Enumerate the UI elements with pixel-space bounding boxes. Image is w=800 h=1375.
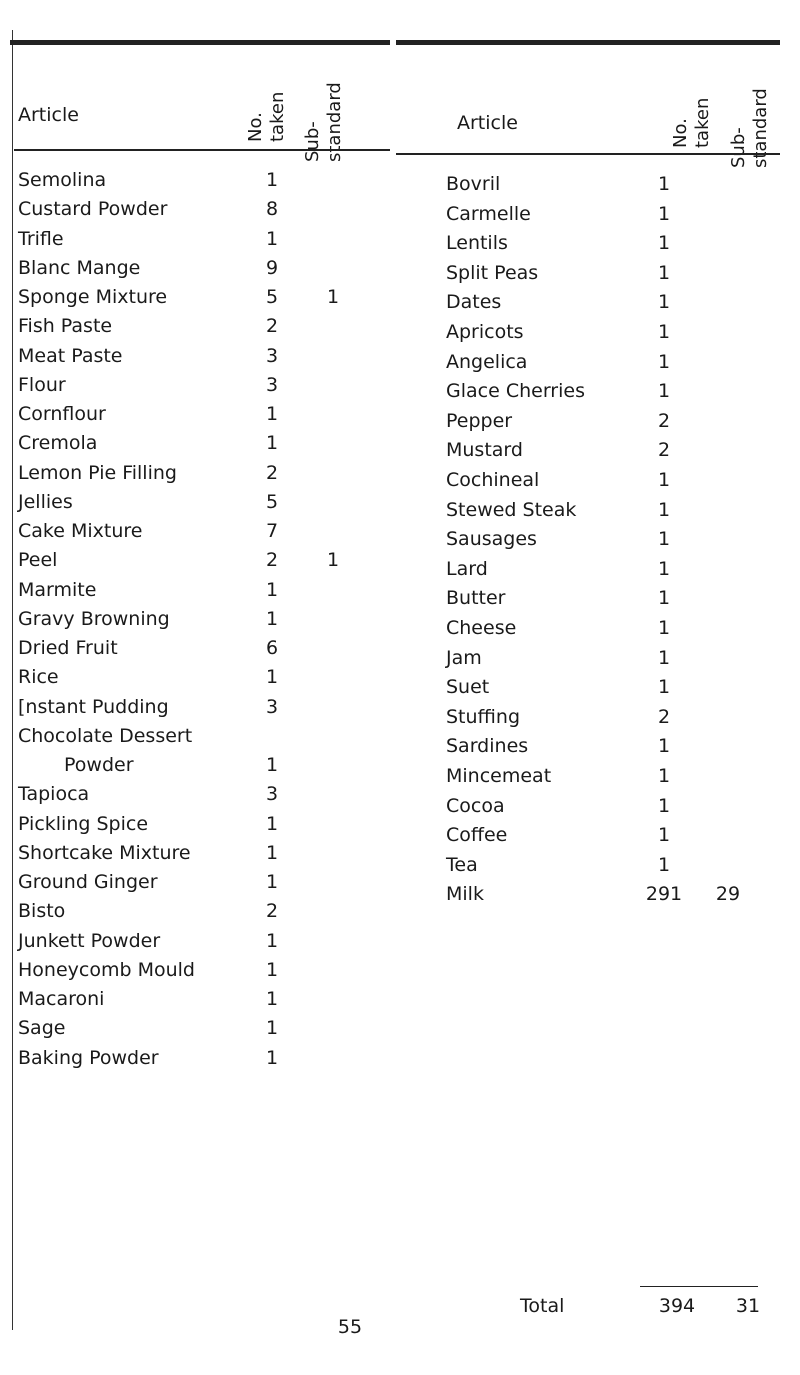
left-row-taken: 2	[265, 549, 279, 571]
left-row-article: Cremola	[18, 432, 98, 454]
left-row-substandard: 1	[326, 286, 340, 308]
top-rule-left	[10, 40, 390, 45]
left-row-taken: 3	[265, 345, 279, 367]
right-row-article: Bovril	[446, 173, 501, 195]
left-row-article: Sage	[18, 1017, 66, 1039]
right-article-header: Article	[457, 112, 518, 134]
left-row-article: Tapioca	[18, 783, 90, 805]
left-row-taken: 1	[265, 608, 279, 630]
right-row-taken: 1	[657, 735, 671, 757]
right-row-article: Jam	[446, 647, 482, 669]
right-row-taken: 1	[657, 795, 671, 817]
right-row-taken: 1	[657, 528, 671, 550]
total-label: Total	[520, 1295, 565, 1317]
left-row-taken: 1	[265, 988, 279, 1010]
right-row-taken: 2	[657, 706, 671, 728]
left-row-taken: 1	[265, 403, 279, 425]
right-row-article: Mincemeat	[446, 765, 552, 787]
right-row-article: Cochineal	[446, 469, 540, 491]
right-row-taken: 1	[657, 854, 671, 876]
right-row-taken: 2	[657, 410, 671, 432]
left-row-article: Meat Paste	[18, 345, 123, 367]
right-row-taken: 1	[657, 676, 671, 698]
left-row-taken: 1	[265, 228, 279, 250]
right-row-article: Mustard	[446, 439, 523, 461]
right-row-taken: 1	[657, 351, 671, 373]
right-row-substandard: 29	[715, 883, 741, 905]
left-row-substandard: 1	[326, 549, 340, 571]
page-number: 55	[337, 1316, 363, 1338]
left-row-taken: 1	[265, 959, 279, 981]
left-row-article: Chocolate Dessert	[18, 725, 193, 747]
total-taken: 394	[658, 1295, 696, 1317]
right-row-taken: 1	[657, 558, 671, 580]
right-row-taken: 1	[657, 499, 671, 521]
right-row-taken: 1	[657, 617, 671, 639]
right-row-article: Glace Cherries	[446, 380, 585, 402]
left-row-article: Blanc Mange	[18, 257, 141, 279]
left-row-article: Semolina	[18, 169, 107, 191]
right-row-article: Cheese	[446, 617, 517, 639]
left-row-article: Lemon Pie Filling	[18, 462, 177, 484]
right-row-article: Dates	[446, 291, 502, 313]
scan-edge-line	[12, 30, 13, 1330]
left-row-article: Pickling Spice	[18, 813, 149, 835]
right-row-taken: 1	[657, 824, 671, 846]
left-row-article: Baking Powder	[18, 1047, 159, 1069]
total-rule	[640, 1286, 758, 1287]
left-row-taken: 5	[265, 286, 279, 308]
right-row-taken: 1	[657, 232, 671, 254]
right-taken-header: No. taken	[670, 97, 713, 148]
left-row-taken: 2	[265, 315, 279, 337]
left-row-taken: 1	[265, 871, 279, 893]
right-row-article: Suet	[446, 676, 490, 698]
left-row-taken: 1	[265, 1047, 279, 1069]
right-row-article: Angelica	[446, 351, 528, 373]
left-row-article: Cornflour	[18, 403, 106, 425]
left-row-article: Sponge Mixture	[18, 286, 168, 308]
right-row-article: Sardines	[446, 735, 529, 757]
right-row-taken: 291	[645, 883, 683, 905]
left-row-article: Dried Fruit	[18, 637, 118, 659]
left-row-taken: 7	[265, 520, 279, 542]
right-row-article: Apricots	[446, 321, 524, 343]
right-row-taken: 1	[657, 587, 671, 609]
left-row-taken: 3	[265, 783, 279, 805]
left-row-article: Macaroni	[18, 988, 105, 1010]
left-row-article: Jellies	[18, 491, 73, 513]
left-row-taken: 1	[265, 754, 279, 776]
left-row-taken: 1	[265, 930, 279, 952]
left-row-article: Powder	[64, 754, 134, 776]
right-row-taken: 1	[657, 262, 671, 284]
left-row-article: Bisto	[18, 900, 66, 922]
left-row-taken: 3	[265, 374, 279, 396]
left-row-taken: 2	[265, 462, 279, 484]
left-row-taken: 5	[265, 491, 279, 513]
total-substandard: 31	[735, 1295, 761, 1317]
right-row-taken: 1	[657, 469, 671, 491]
right-row-article: Lentils	[446, 232, 508, 254]
left-row-taken: 1	[265, 813, 279, 835]
right-substandard-header: Sub- standard	[728, 88, 771, 168]
left-row-article: Trifle	[18, 228, 64, 250]
header-rule-left	[14, 149, 390, 151]
right-row-article: Cocoa	[446, 795, 505, 817]
left-row-article: Fish Paste	[18, 315, 113, 337]
top-rule-right	[396, 40, 780, 45]
left-row-taken: 1	[265, 666, 279, 688]
left-row-taken: 6	[265, 637, 279, 659]
left-row-taken: 1	[265, 579, 279, 601]
right-row-article: Tea	[446, 854, 478, 876]
right-row-article: Sausages	[446, 528, 537, 550]
right-row-article: Stuffing	[446, 706, 521, 728]
left-row-article: [nstant Pudding	[18, 696, 169, 718]
right-row-taken: 1	[657, 647, 671, 669]
right-row-article: Split Peas	[446, 262, 539, 284]
right-row-article: Pepper	[446, 410, 513, 432]
header-rule-right	[396, 153, 780, 155]
left-row-article: Ground Ginger	[18, 871, 158, 893]
left-row-taken: 1	[265, 169, 279, 191]
right-row-taken: 1	[657, 291, 671, 313]
right-row-article: Butter	[446, 587, 506, 609]
left-article-header: Article	[18, 104, 79, 126]
left-row-article: Cake Mixture	[18, 520, 143, 542]
right-row-taken: 1	[657, 173, 671, 195]
right-row-taken: 1	[657, 765, 671, 787]
right-row-article: Coffee	[446, 824, 508, 846]
left-row-taken: 9	[265, 257, 279, 279]
left-row-article: Marmite	[18, 579, 97, 601]
right-row-article: Lard	[446, 558, 488, 580]
left-row-article: Shortcake Mixture	[18, 842, 191, 864]
right-row-taken: 1	[657, 380, 671, 402]
right-row-taken: 1	[657, 203, 671, 225]
left-row-article: Honeycomb Mould	[18, 959, 195, 981]
right-row-article: Carmelle	[446, 203, 531, 225]
left-row-article: Custard Powder	[18, 198, 168, 220]
left-row-taken: 1	[265, 842, 279, 864]
left-row-article: Gravy Browning	[18, 608, 170, 630]
left-row-taken: 1	[265, 432, 279, 454]
right-row-article: Stewed Steak	[446, 499, 577, 521]
left-row-article: Flour	[18, 374, 66, 396]
right-row-taken: 1	[657, 321, 671, 343]
right-row-taken: 2	[657, 439, 671, 461]
left-substandard-header: Sub- standard	[302, 82, 345, 162]
left-row-article: Rice	[18, 666, 59, 688]
left-row-taken: 2	[265, 900, 279, 922]
left-row-article: Peel	[18, 549, 58, 571]
left-row-taken: 1	[265, 1017, 279, 1039]
left-taken-header: No. taken	[245, 91, 288, 142]
left-row-taken: 3	[265, 696, 279, 718]
left-row-article: Junkett Powder	[18, 930, 161, 952]
right-row-article: Milk	[446, 883, 484, 905]
left-row-taken: 8	[265, 198, 279, 220]
